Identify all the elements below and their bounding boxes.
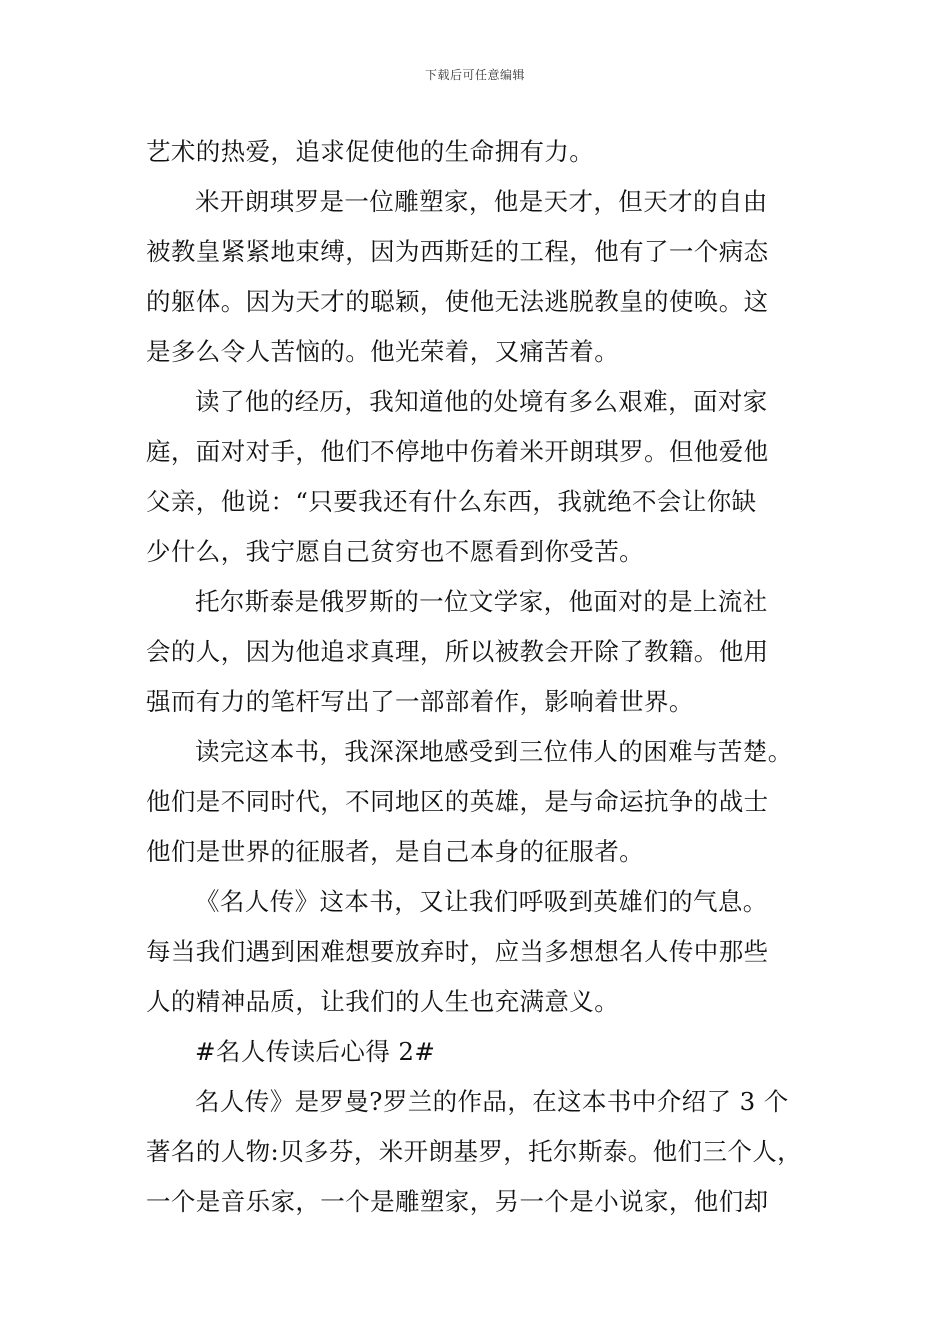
text-line: 是多么令人苦恼的。他光荣着，又痛苦着。 (146, 337, 620, 366)
text-line: 他们是世界的征服者，是自己本身的征服者。 (146, 837, 644, 866)
page-header: 下载后可任意编辑 (424, 68, 525, 82)
text-line: 读了他的经历，我知道他的处境有多么艰难，面对家 (195, 387, 768, 416)
document-body (146, 127, 836, 1227)
text-line: 名人传》是罗曼?罗兰的作品，在这本书中介绍了 3 个 (195, 1087, 789, 1116)
text-line: 被教皇紧紧地束缚，因为西斯廷的工程，他有了一个病态 (146, 237, 769, 266)
text-line: 一个是音乐家，一个是雕塑家，另一个是小说家，他们却 (146, 1187, 769, 1216)
text-line: 人的精神品质，让我们的人生也充满意义。 (146, 987, 620, 1016)
text-line: 艺术的热爱，追求促使他的生命拥有力。 (146, 137, 595, 166)
text-line: 父亲，他说：“只要我还有什么东西，我就绝不会让你缺 (146, 487, 757, 516)
text-line: 庭，面对对手，他们不停地中伤着米开朗琪罗。但他爱他 (146, 437, 769, 466)
text-line: 《名人传》这本书，又让我们呼吸到英雄们的气息。 (195, 887, 768, 916)
text-line: 每当我们遇到困难想要放弃时，应当多想想名人传中那些 (146, 937, 769, 966)
text-line: 他们是不同时代，不同地区的英雄，是与命运抗争的战士 (146, 787, 769, 816)
text-line: 托尔斯泰是俄罗斯的一位文学家，他面对的是上流社 (195, 587, 768, 616)
text-line: 米开朗琪罗是一位雕塑家，他是天才，但天才的自由 (195, 187, 768, 216)
text-line: 少什么，我宁愿自己贫穷也不愿看到你受苦。 (146, 537, 644, 566)
text-line: 会的人，因为他追求真理，所以被教会开除了教籍。他用 (146, 637, 769, 666)
text-line: 读完这本书，我深深地感受到三位伟人的困难与苦楚。 (195, 737, 793, 766)
text-line: 著名的人物:贝多芬，米开朗基罗，托尔斯泰。他们三个人， (146, 1137, 803, 1166)
text-line: 的躯体。因为天才的聪颖，使他无法逃脱教皇的使唤。这 (146, 287, 769, 316)
section-heading: #名人传读后心得 2# (195, 1037, 436, 1066)
text-line: 强而有力的笔杆写出了一部部着作，影响着世界。 (146, 687, 694, 716)
